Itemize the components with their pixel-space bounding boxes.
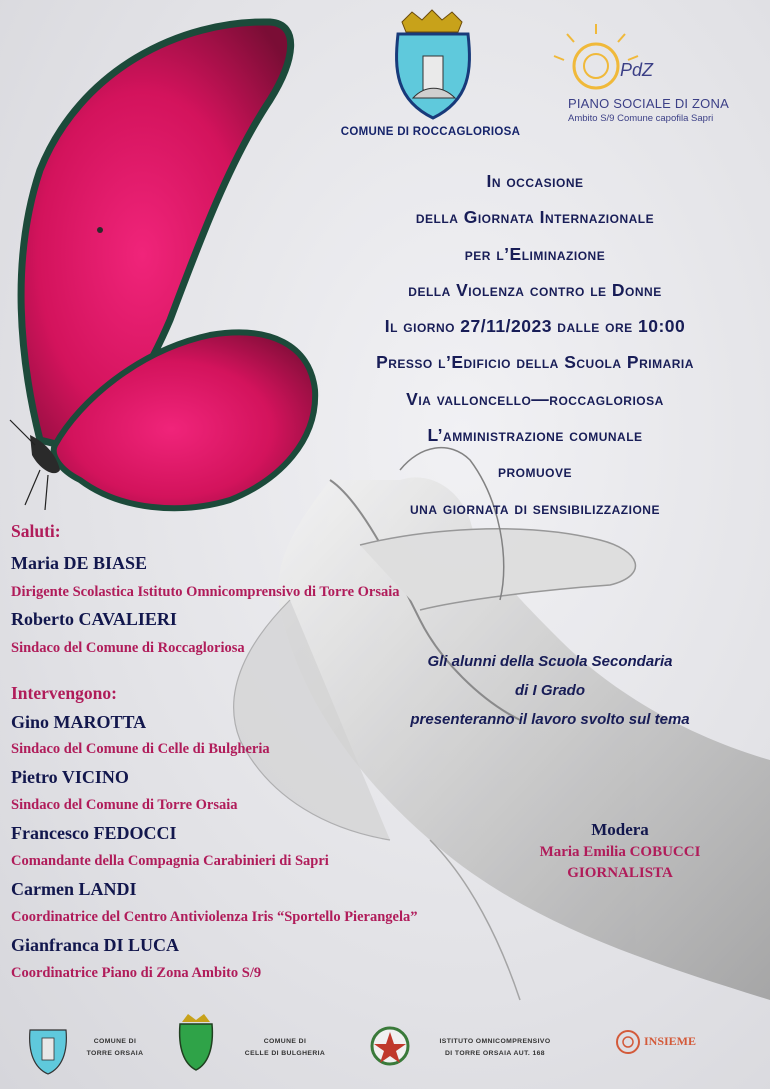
speaker-role: Coordinatrice del Centro Antiviolenza Iris “Sportello Pierangela” xyxy=(11,909,418,925)
announce-line: In occasione xyxy=(486,171,584,191)
pdz-logo-text: PdZ xyxy=(620,60,654,80)
pdz-name: PIANO SOCIALE DI ZONA xyxy=(568,96,729,111)
moderator-block xyxy=(520,820,720,882)
footer-torre-orsaia-label: COMUNE DI TORRE ORSAIA xyxy=(86,1038,144,1057)
speaker-name: Pietro VICINO xyxy=(11,767,129,787)
municipality-label: COMUNE DI ROCCAGLORIOSA xyxy=(340,126,521,138)
announce-line: una giornata di sensibilizzazione xyxy=(410,497,660,518)
greeting-name: Maria DE BIASE xyxy=(11,553,148,573)
students-line: Gli alunni della Scuola Secondaria xyxy=(427,653,673,670)
pdz-subtitle: Ambito S/9 Comune capofila Sapri xyxy=(568,113,714,124)
students-line: presenteranno il lavoro svolto sul tema xyxy=(410,711,690,728)
moderator-name: Maria Emilia COBUCCI xyxy=(539,844,701,860)
students-note xyxy=(350,647,750,734)
event-announcement xyxy=(300,163,770,526)
announce-line: Il giorno 27/11/2023 dalle ore 10:00 xyxy=(384,316,686,337)
greeting-role: Sindaco del Comune di Roccagloriosa xyxy=(11,640,245,656)
speaker-name: Francesco FEDOCCI xyxy=(11,823,177,843)
speaker-name: Gianfranca DI LUCA xyxy=(11,935,180,955)
speakers-heading: Intervengono: xyxy=(11,683,117,703)
announce-line: della Violenza contro le Donne xyxy=(408,279,662,300)
italian-republic-emblem xyxy=(372,1028,408,1064)
speaker-name: Carmen LANDI xyxy=(11,879,137,899)
students-line: di I Grado xyxy=(514,682,585,699)
greeting-name: Roberto CAVALIERI xyxy=(11,609,177,629)
footer-celle-label: COMUNE DI CELLE DI BULGHERIA xyxy=(244,1038,326,1057)
announce-line: Via valloncello—roccagloriosa xyxy=(406,388,664,409)
moderator-heading: Modera xyxy=(591,820,649,839)
celle-emblem xyxy=(180,1014,213,1070)
speaker-role: Sindaco del Comune di Celle di Bulgheria xyxy=(11,741,270,757)
footer-insieme-label: INSIEME xyxy=(644,1034,697,1048)
speaker-role: Sindaco del Comune di Torre Orsaia xyxy=(11,797,238,813)
insieme-logo xyxy=(617,1031,639,1053)
speaker-name: Gino MAROTTA xyxy=(11,712,147,732)
torre-orsaia-emblem xyxy=(30,1030,67,1074)
announce-line: L’amministrazione comunale xyxy=(427,425,643,446)
announce-line: per l’Eliminazione xyxy=(464,243,606,264)
greeting-role: Dirigente Scolastica Istituto Omnicomprensivo di Torre Orsaia xyxy=(11,584,400,600)
announce-line: Presso l’Edificio della Scuola Primaria xyxy=(376,352,694,373)
roccagloriosa-crest xyxy=(397,10,470,118)
speaker-role: Coordinatrice Piano di Zona Ambito S/9 xyxy=(11,965,262,981)
butterfly-illustration xyxy=(10,22,315,510)
greetings-heading: Saluti: xyxy=(11,521,61,541)
announce-line: della Giornata Internazionale xyxy=(415,207,655,228)
footer-istituto-label: ISTITUTO OMNICOMPRENSIVO DI TORRE ORSAIA AUT. 168 xyxy=(439,1038,551,1057)
speaker-role: Comandante della Compagnia Carabinieri di Sapri xyxy=(11,853,329,869)
moderator-role: GIORNALISTA xyxy=(567,865,673,881)
announce-line: promuove xyxy=(497,461,572,482)
